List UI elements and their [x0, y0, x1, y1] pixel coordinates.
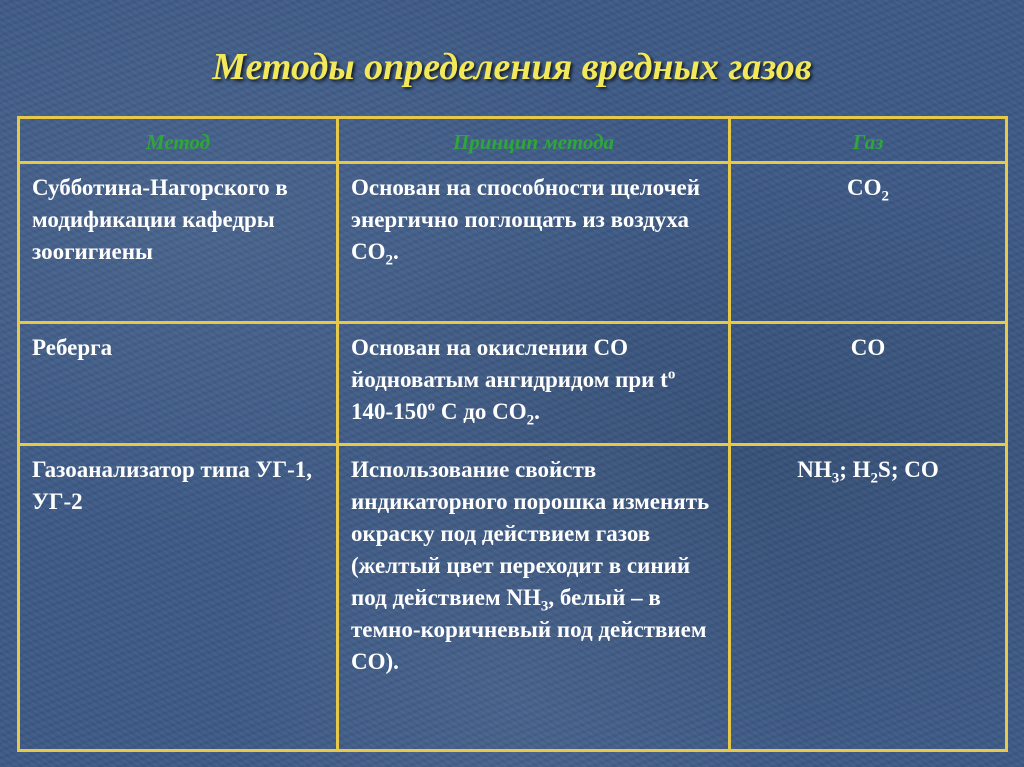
method-cell: Реберга [19, 323, 338, 445]
superscript: o [427, 398, 436, 415]
gas-text: NH [797, 457, 832, 482]
slide-title: Методы определения вредных газов [212, 46, 812, 88]
principle-cell [338, 163, 730, 323]
principle-text: Основан на окислении CO йодноватым ангидридом при t [351, 335, 668, 392]
principle-text: Основан на способности щелочей энергично поглощать из воздуха CO [351, 175, 700, 264]
gas-text: CO [847, 175, 882, 200]
gas-text: S; CO [878, 457, 939, 482]
method-cell: Субботина-Нагорского в модификации кафедры зоогигиены [19, 163, 338, 323]
superscript: o [667, 366, 676, 383]
principle-text: . [393, 239, 399, 264]
table-row [19, 445, 1007, 751]
subscript: 3 [540, 598, 549, 615]
principle-cell [338, 445, 730, 751]
header-method: Метод [19, 118, 338, 163]
subscript: 2 [526, 412, 535, 429]
table-row [19, 163, 1007, 323]
gas-cell [730, 163, 1007, 323]
subscript: 3 [831, 470, 840, 487]
gas-cell [730, 445, 1007, 751]
gas-text: ; H [839, 457, 871, 482]
subscript: 2 [385, 252, 393, 269]
principle-text: . [534, 399, 540, 424]
subscript: 2 [870, 470, 879, 487]
methods-table [17, 116, 1008, 752]
gas-cell [730, 323, 1007, 445]
method-cell: Газоанализатор типа УГ-1, УГ-2 [19, 445, 338, 751]
principle-cell [338, 323, 730, 445]
table-header-row [19, 118, 1007, 163]
principle-text: Использование свойств индикаторного порошка изменять окраску под действием газов (желтый цвет переходит в синий под действием NH [351, 457, 710, 610]
principle-text: 140-150 [351, 399, 428, 424]
principle-text: C до CO [435, 399, 527, 424]
header-principle: Принцип метода [338, 118, 730, 163]
subscript: 2 [881, 188, 889, 205]
principle-text: , белый – в темно-коричневый под действием CO). [351, 585, 707, 674]
table-row [19, 323, 1007, 445]
gas-text: CO [850, 335, 886, 360]
header-gas: Газ [730, 118, 1007, 163]
